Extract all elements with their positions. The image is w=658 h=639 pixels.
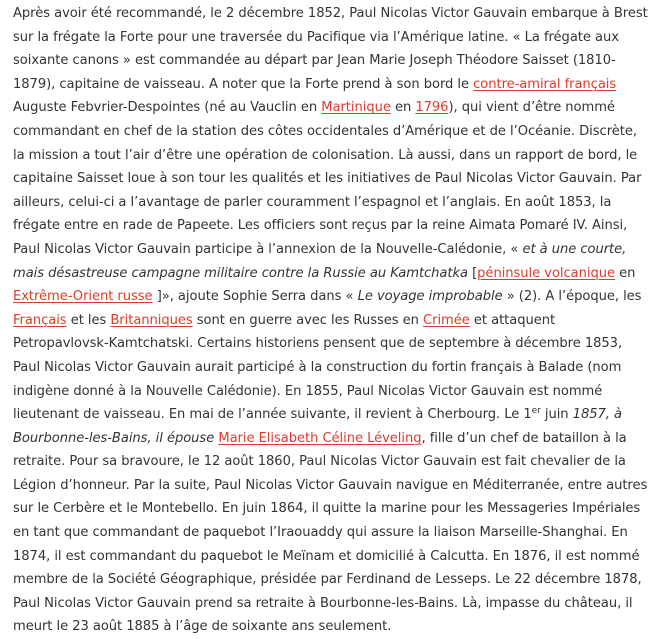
text-segment: et attaquent Petropavlovsk-Kamtchatski. Certains historiens pensent que de septembre à décembre 1853, Paul Nicolas Victor Gauvain aurait participé à la construction du fortin français à Balade (nom indigène donné à la Nouvelle Calédonie). En 1855, Paul Nicolas Victor Gauvain est nommé lieutenant de vaisseau. En mai de l’année suivante, il revient à Cherbourg. Le 1: [13, 312, 623, 423]
link-martinique[interactable]: Martinique: [321, 100, 391, 116]
text-segment: ), qui vient d’être nommé commandant en chef de la station des côtes occidentales d’Amérique et de l’Océanie. Discrète, la mission a tout l’air d’être une opération de colonisation. Là aussi, dans un rapport de bord, le capitaine Saisset loue à son tour les qualités et les initiatives de Paul Nicolas Victor Gauvain. Par ailleurs, celui-ci a l’avantage de parler couramment l’espagnol et l’anglais. En août 1853, la frégate entre en rade de Papeete. Les officiers sont reçus par la reine Aimata Pomaré IV. Ainsi, Paul Nicolas Victor Gauvain participe à l’annexion de la Nouvelle-Calédonie, «: [13, 100, 642, 257]
link-britanniques[interactable]: Britanniques: [110, 312, 193, 328]
link-crimee[interactable]: Crimée: [423, 312, 470, 328]
link-extreme-orient-russe[interactable]: Extrême-Orient russe: [13, 289, 153, 305]
text-segment: sont en guerre avec les Russes en: [192, 312, 424, 328]
text-segment: en: [390, 100, 416, 116]
text-segment: Après avoir été recommandé, le 2 décembre 1852, Paul Nicolas Victor Gauvain embarque à Brest sur la frégate la Forte pour une traversée du Pacifique via l’Amérique latine. « La frégate aux soixante canons » est commandée au départ par Jean Marie Joseph Théodore Saisset (1810-1879), capitaine de vaisseau. A noter que la Forte prend à son bord le: [13, 6, 648, 92]
text-segment: juin: [540, 407, 573, 423]
text-segment: et les: [66, 312, 111, 328]
text-segment: [: [468, 265, 478, 281]
text-segment: en: [614, 265, 636, 281]
ordinal-superscript: er: [531, 406, 541, 417]
link-1796[interactable]: 1796: [415, 100, 449, 116]
marriage-italic: 1857, à Bourbonne-les-Bains, il épouse: [13, 407, 622, 446]
link-contre-amiral-francais[interactable]: contre-amiral français: [473, 76, 617, 92]
quote-italic: et à une courte, mais désastreuse campagne militaire contre la Russie au Kamtchatka: [13, 241, 627, 281]
link-marie-elisabeth-celine-leveling[interactable]: Marie Elisabeth Céline Léveling: [218, 430, 422, 446]
link-francais[interactable]: Français: [13, 312, 67, 328]
text-segment: Auguste Febvrier-Despointes (né au Vauclin en: [13, 100, 322, 116]
link-peninsule-volcanique[interactable]: péninsule volcanique: [477, 265, 615, 281]
book-title-italic: Le voyage improbable: [357, 289, 503, 305]
text-segment: , fille d’un chef de bataillon à la retraite. Pour sa bravoure, le 12 août 1860, Paul Nicolas Victor Gauvain est fait chevalier de la Légion d’honneur. Par la suite, Paul Nicolas Victor Gauvain navigue en Méditerranée, entre autres sur le Cerbère et le Montebello. En juin 1864, il quitte la marine pour les Messageries Impériales en tant que commandant de paquebot l’Iraouaddy qui assure la liaison Marseille-Shanghai. En 1874, il est commandant du paquebot le Meïnam et domicilié à Calcutta. En 1876, il est nommé membre de la Société Géographique, présidée par Ferdinand de Lesseps. Le 22 décembre 1878, Paul Nicolas Victor Gauvain prend sa retraite à Bourbonne-les-Bains. Là, impasse du château, il meurt le 23 août 1885 à l’âge de soixante ans seulement.: [13, 430, 648, 635]
biography-paragraph: [13, 2, 650, 639]
text-segment: ]», ajoute Sophie Serra dans «: [152, 289, 358, 305]
text-segment: » (2). A l’époque, les: [502, 289, 642, 305]
